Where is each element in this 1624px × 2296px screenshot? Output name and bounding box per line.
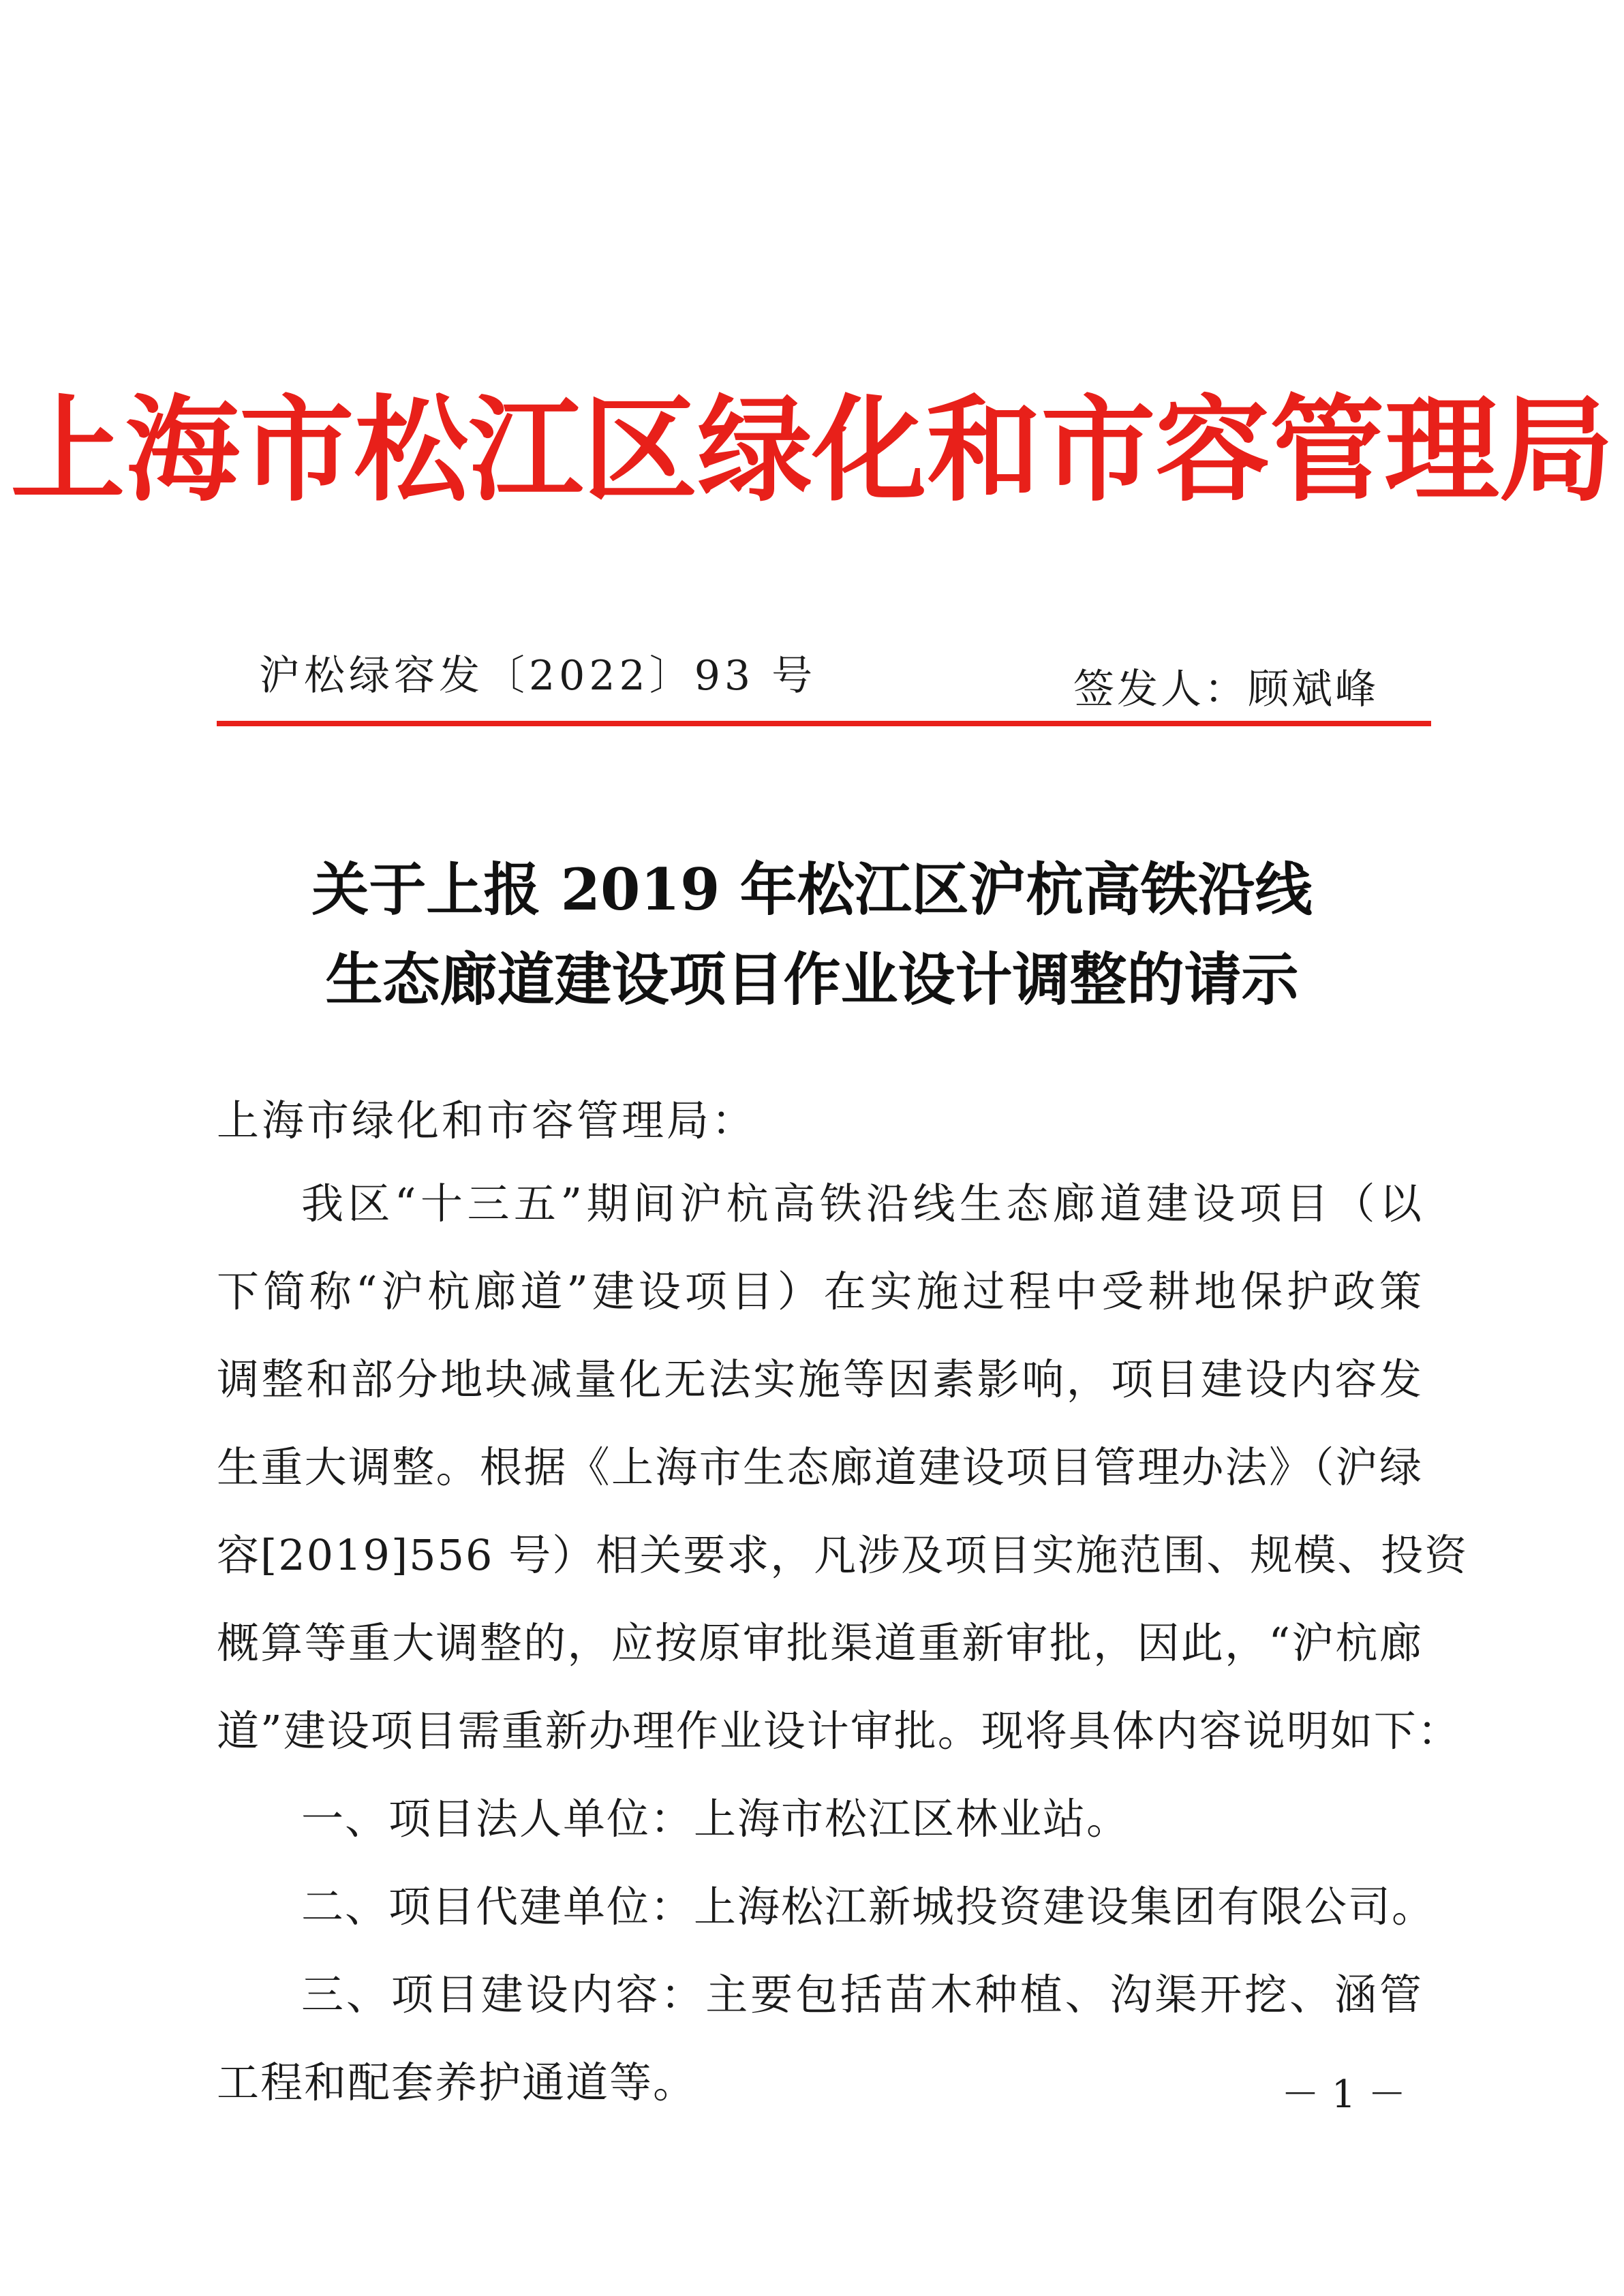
title-line-2: 生态廊道建设项目作业设计调整的请示 xyxy=(325,946,1299,1013)
paragraph-1-line-1: 我区“十三五”期间沪杭高铁沿线生态廊道建设项目（以 xyxy=(301,1179,1423,1228)
body-text xyxy=(217,1160,1469,2126)
paragraph-1-line-3: 调整和部分地块减量化无法实施等因素影响，项目建设内容发 xyxy=(217,1354,1423,1404)
item-1: 一、项目法人单位：上海市松江区林业站。 xyxy=(301,1794,1131,1844)
document-title xyxy=(0,845,1624,1025)
masthead-title: 上海市松江区绿化和市容管理局 xyxy=(10,382,1614,517)
item-3-line-1: 三、项目建设内容：主要包括苗木种植、沟渠开挖、涵管 xyxy=(301,1970,1423,2019)
paragraph-1-line-2: 下简称“沪杭廊道”建设项目）在实施过程中受耕地保护政策 xyxy=(217,1267,1423,1316)
paragraph-1-line-4: 生重大调整。根据《上海市生态廊道建设项目管理办法》（沪绿 xyxy=(217,1442,1423,1492)
page-number: － 1 － xyxy=(1281,2073,1407,2117)
item-2: 二、项目代建单位：上海松江新城投资建设集团有限公司。 xyxy=(301,1882,1436,1932)
paragraph-1-line-6: 概算等重大调整的，应按原审批渠道重新审批，因此，“沪杭廊 xyxy=(217,1618,1423,1668)
item-3-line-2: 工程和配套养护通道等。 xyxy=(217,2058,697,2107)
document-number: 沪松绿容发〔2022〕93 号 xyxy=(259,652,817,700)
title-line-1: 关于上报 2019 年松江区沪杭高铁沿线 xyxy=(311,856,1313,923)
paragraph-1-line-7: 道”建设项目需重新办理作业设计审批。现将具体内容说明如下： xyxy=(217,1706,1461,1756)
salutation: 上海市绿化和市容管理局： xyxy=(217,1096,757,1145)
signer: 签发人：顾斌峰 xyxy=(1073,666,1379,713)
paragraph-1-line-5: 容[2019]556 号）相关要求，凡涉及项目实施范围、规模、投资 xyxy=(217,1530,1469,1580)
red-divider-rule xyxy=(217,721,1431,726)
